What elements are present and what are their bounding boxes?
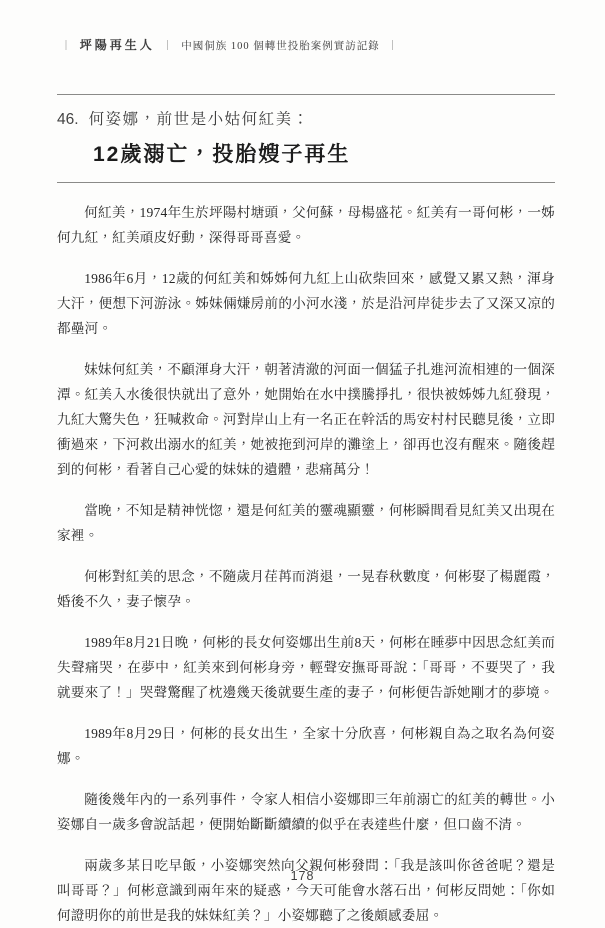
body-paragraph: 何彬對紅美的思念，不隨歲月荏苒而消退，一晃春秋數度，何彬娶了楊麗霞，婚後不久，妻子懷孕。 (57, 569, 555, 609)
body-paragraph: 何紅美，1974年生於坪陽村塘頭，父何蘇，母楊盛花。紅美有一哥何彬，一姊何九紅，紅美頑皮好動，深得哥哥喜愛。 (57, 205, 555, 245)
book-title: 坪陽再生人 (79, 38, 155, 52)
body-paragraph: 1989年8月21日晚，何彬的長女何姿娜出生前8天，何彬在睡夢中因思念紅美而失聲痛哭，在夢中，紅美來到何彬身旁，輕聲安撫哥哥說：「哥哥，不要哭了，我就要來了！」哭聲驚醒了枕邊幾天後就要生產的妻子，何彬便告訴她剛才的夢境。 (57, 635, 555, 700)
book-page (57, 0, 555, 923)
body-paragraph: 當晚，不知是精神恍惚，還是何紅美的靈魂顯靈，何彬瞬間看見紅美又出現在家裡。 (57, 503, 555, 543)
body-paragraph: 1989年8月29日，何彬的長女出生，全家十分欣喜，何彬親自為之取名為何姿娜。 (57, 726, 555, 766)
body-paragraph: 隨後幾年內的一系列事件，令家人相信小姿娜即三年前溺亡的紅美的轉世。小姿娜自一歲多會說話起，便開始斷斷續續的似乎在表達些什麼，但口齒不清。 (57, 792, 555, 832)
chapter-title-block (57, 94, 555, 183)
chapter-subtitle: 12歲溺亡，投胎嫂子再生 (93, 143, 351, 166)
book-subtitle: 中國侗族 100 個轉世投胎案例實訪記錄 (181, 41, 380, 52)
header-separator-mid: ｜ (162, 41, 174, 52)
running-header (57, 0, 555, 53)
body-text (57, 183, 555, 928)
chapter-number: 46. (57, 111, 79, 128)
header-separator-right: ｜ (387, 41, 399, 52)
body-paragraph: 1986年6月，12歲的何紅美和姊姊何九紅上山砍柴回來，感覺又累又熱，渾身大汗，便想下河游泳。姊妹倆嫌房前的小河水淺，於是沿河岸徒步去了又深又凉的都壘河。 (57, 271, 555, 336)
page-number: 178 (290, 869, 315, 883)
body-paragraph: 兩歲多某日吃早飯，小姿娜突然向父親何彬發問：「我是該叫你爸爸呢？還是叫哥哥？」何彬意識到兩年來的疑惑，今天可能會水落石出，何彬反問她：「你如何證明你的前世是我的妹妹紅美？」小姿娜聽了之後頗感委屈。 (57, 858, 555, 923)
body-paragraph: 妹妹何紅美，不顧渾身大汗，朝著清澈的河面一個猛子扎進河流相連的一個深潭。紅美入水後很快就出了意外，她開始在水中撲騰掙扎，很快被姊姊九紅發現，九紅大驚失色，狂喊救命。河對岸山上有一名正在幹活的馬安村村民聽見後，立即衝過來，下河救出溺水的紅美，她被拖到河岸的灘塗上，卻再也沒有醒來。隨後趕到的何彬，看著自己心愛的妹妹的遺體，悲痛萬分！ (57, 362, 555, 477)
chapter-title-line1 (57, 107, 555, 129)
header-separator-left: ｜ (61, 41, 72, 52)
chapter-title-text: 何姿娜，前世是小姑何紅美： (88, 111, 310, 128)
